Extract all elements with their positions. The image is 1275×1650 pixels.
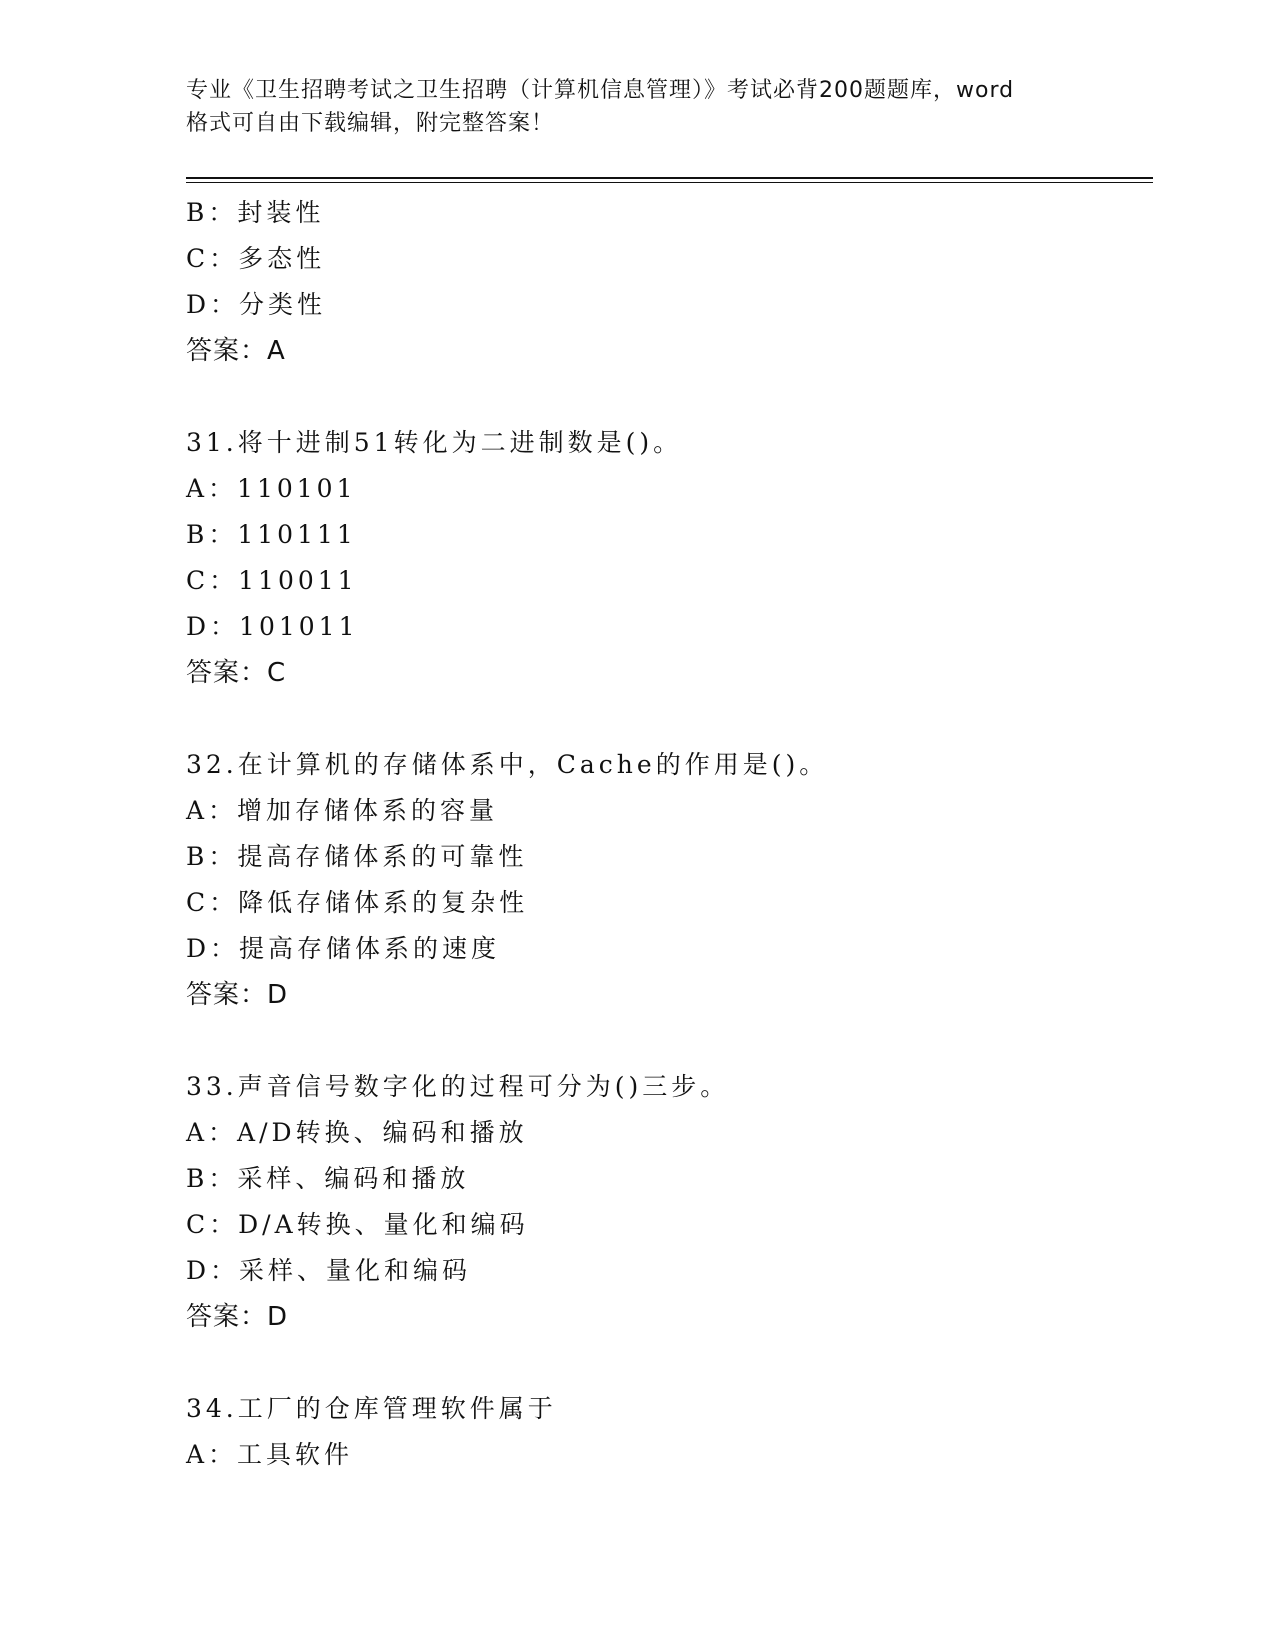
question-34 — [186, 1386, 1146, 1478]
header-line-1: 专业《卫生招聘考试之卫生招聘（计算机信息管理）》考试必背200题题库，word — [186, 78, 1015, 103]
question-stem: 33.声音信号数字化的过程可分为()三步。 — [186, 1072, 730, 1101]
option-d: D：采样、量化和编码 — [186, 1256, 472, 1285]
option-d: D：分类性 — [186, 290, 327, 319]
question-stem: 32.在计算机的存储体系中，Cache的作用是()。 — [186, 750, 829, 779]
spacer — [186, 1018, 1146, 1064]
header-line-2: 格式可自由下载编辑，附完整答案！ — [186, 111, 555, 136]
header-divider-thin — [186, 182, 1153, 183]
answer: 答案：D — [186, 980, 289, 1010]
option-a: A：增加存储体系的容量 — [186, 796, 499, 825]
option-c: C：降低存储体系的复杂性 — [186, 888, 529, 917]
option-b: B：封装性 — [186, 198, 325, 227]
question-list — [186, 190, 1146, 1478]
spacer — [186, 374, 1146, 420]
question-stem: 34.工厂的仓库管理软件属于 — [186, 1394, 557, 1423]
question-32 — [186, 742, 1146, 1018]
option-b: B：采样、编码和播放 — [186, 1164, 470, 1193]
question-33 — [186, 1064, 1146, 1340]
spacer — [186, 696, 1146, 742]
option-a: A：工具软件 — [186, 1440, 354, 1469]
option-c: C：D/A转换、量化和编码 — [186, 1210, 529, 1239]
question-stem: 31.将十进制51转化为二进制数是()。 — [186, 428, 683, 457]
option-a: A：110101 — [186, 474, 357, 503]
option-d: D：提高存储体系的速度 — [186, 934, 501, 963]
question-31 — [186, 420, 1146, 696]
question-30-partial — [186, 190, 1146, 374]
document-header — [186, 74, 1096, 140]
option-b: B：提高存储体系的可靠性 — [186, 842, 528, 871]
option-d: D：101011 — [186, 612, 359, 641]
option-c: C：多态性 — [186, 244, 326, 273]
spacer — [186, 1340, 1146, 1386]
header-divider-thick — [186, 177, 1153, 179]
answer: 答案：A — [186, 336, 286, 366]
answer: 答案：D — [186, 1302, 289, 1332]
option-c: C：110011 — [186, 566, 358, 595]
answer: 答案：C — [186, 658, 287, 688]
option-b: B：110111 — [186, 520, 357, 549]
option-a: A：A/D转换、编码和播放 — [186, 1118, 528, 1147]
